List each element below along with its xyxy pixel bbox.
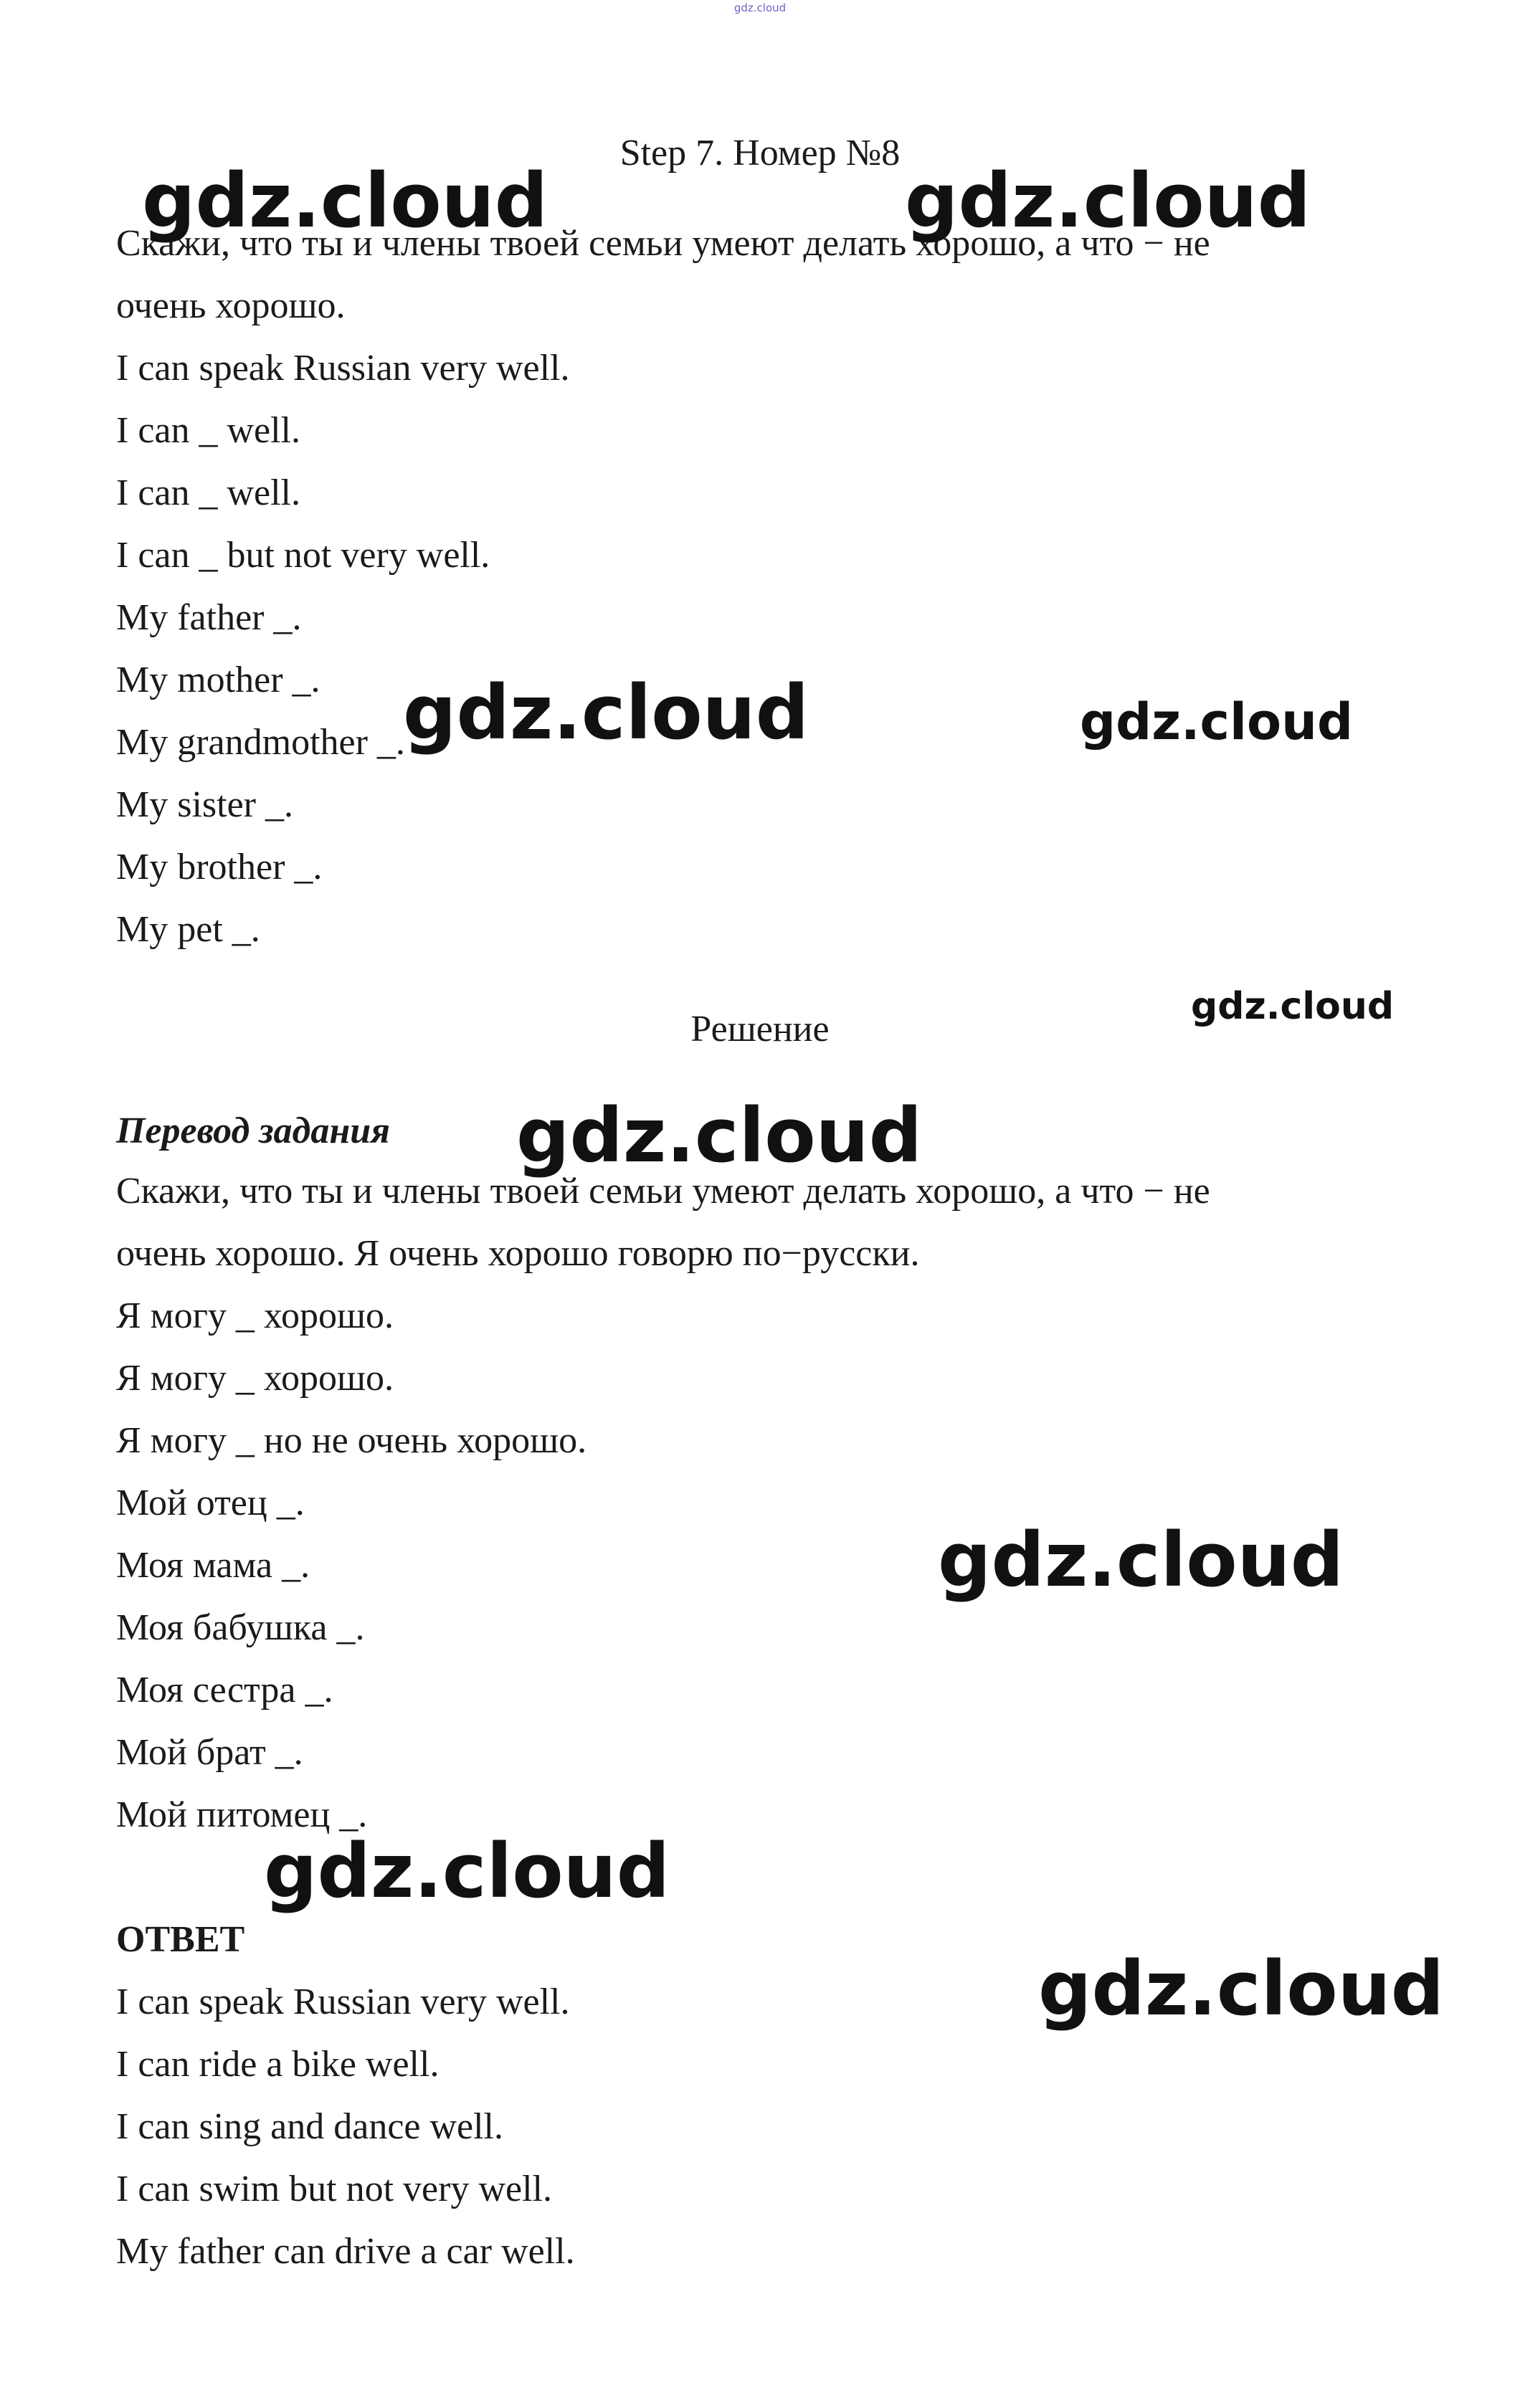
solution-heading: Решение: [690, 1009, 830, 1050]
watermark: gdz.cloud: [1080, 693, 1354, 751]
translation-heading: Перевод задания: [116, 1110, 390, 1151]
task-line: I can speak Russian very well.: [116, 348, 570, 389]
task-line: I can _ well.: [116, 472, 301, 513]
translation-line: Моя сестра _.: [116, 1670, 333, 1710]
answer-line: I can ride a bike well.: [116, 2044, 440, 2085]
translation-line: Я могу _ хорошо.: [116, 1295, 394, 1336]
task-line: My mother _.: [116, 660, 320, 700]
page-title: Step 7. Номер №8: [619, 133, 901, 173]
translation-line-1: Скажи, что ты и члены твоей семьи умеют делать хорошо, а что − не: [116, 1171, 1210, 1212]
watermark: gdz.cloud: [516, 1092, 923, 1179]
translation-line: Моя мама _.: [116, 1545, 310, 1586]
watermark: gdz.cloud: [905, 157, 1311, 244]
top-watermark: gdz.cloud: [733, 1, 787, 14]
translation-line: Мой брат _.: [116, 1732, 303, 1773]
watermark: gdz.cloud: [938, 1516, 1344, 1604]
answer-line: I can swim but not very well.: [116, 2169, 552, 2209]
answer-line: I can sing and dance well.: [116, 2106, 504, 2147]
translation-line-2: очень хорошо. Я очень хорошо говорю по−русски.: [116, 1233, 920, 1274]
watermark: gdz.cloud: [403, 669, 809, 756]
task-line: My sister _.: [116, 784, 293, 825]
watermark: gdz.cloud: [1038, 1945, 1445, 2032]
task-line: My brother _.: [116, 847, 323, 887]
watermark: gdz.cloud: [142, 157, 548, 244]
watermark: gdz.cloud: [264, 1827, 670, 1915]
task-instruction-line-2: очень хорошо.: [116, 285, 346, 326]
task-line: My father _.: [116, 597, 302, 638]
translation-line: Мой питомец _.: [116, 1794, 368, 1835]
task-line: I can _ well.: [116, 410, 301, 451]
task-line: My pet _.: [116, 909, 260, 950]
answer-line: I can speak Russian very well.: [116, 1981, 570, 2022]
answer-heading: ОТВЕТ: [116, 1919, 245, 1960]
translation-line: Я могу _ но не очень хорошо.: [116, 1420, 587, 1461]
task-instruction-line-1: Скажи, что ты и члены твоей семьи умеют делать хорошо, а что − не: [116, 223, 1210, 264]
watermark: gdz.cloud: [1191, 985, 1395, 1028]
task-line: I can _ but not very well.: [116, 535, 490, 576]
translation-line: Мой отец _.: [116, 1483, 305, 1523]
translation-line: Я могу _ хорошо.: [116, 1358, 394, 1399]
answer-line: My father can drive a car well.: [116, 2231, 575, 2272]
task-line: My grandmother _.: [116, 722, 405, 763]
translation-line: Моя бабушка _.: [116, 1607, 365, 1648]
